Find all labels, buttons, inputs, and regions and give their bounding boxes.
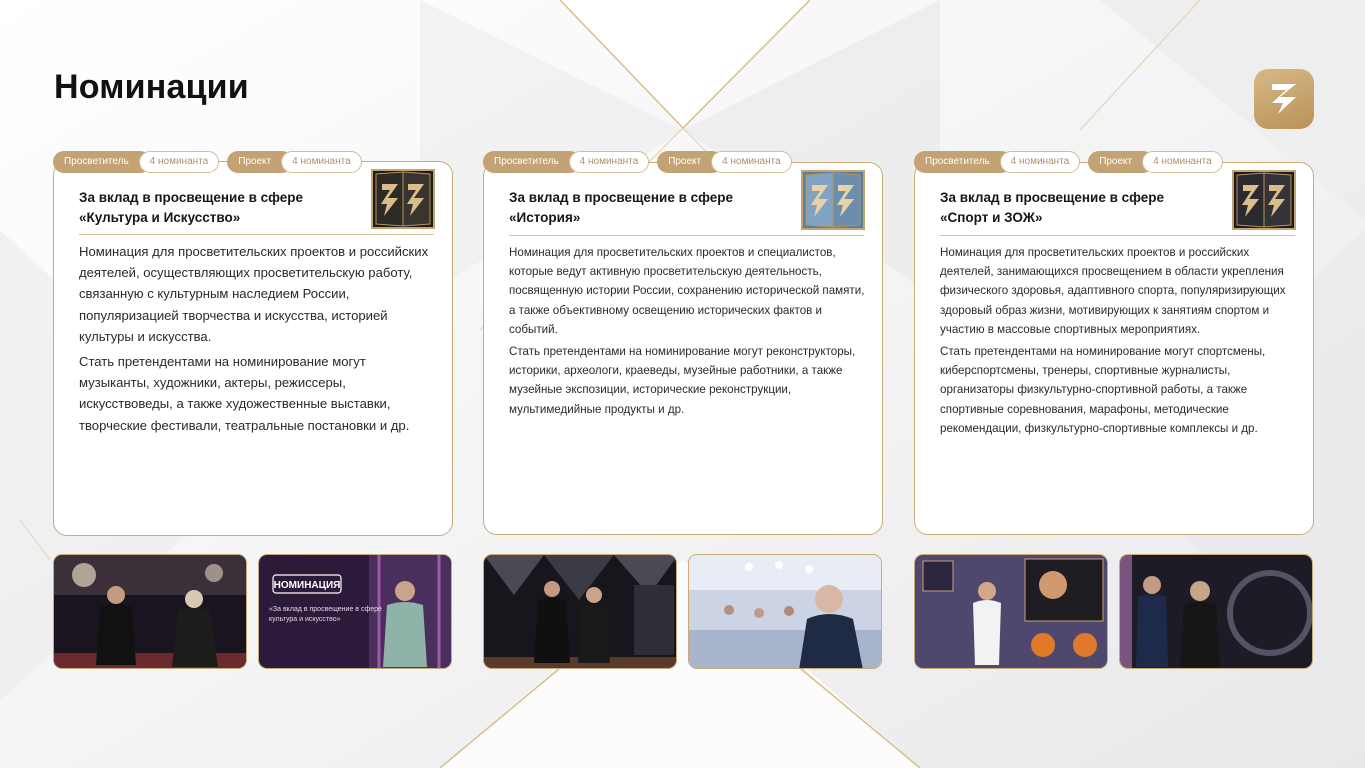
card-divider [79,234,434,235]
photo-caption: НОМИНАЦИЯ [273,580,341,591]
tag-educator [53,151,219,173]
tag-educator [914,151,1080,173]
card-title: За вклад в просвещение в сфере «История» [509,190,734,225]
tag-project [657,151,791,173]
nomination-card [914,162,1314,535]
photo-strip [914,554,1314,669]
eligibility-paragraph: Стать претендентами на номинирование могут музыканты, художники, актеры, режиссеры, искусствоведы, а также художественные выставки, творческие фестивали, театральные постановки и др. [79,354,410,433]
tag-role: Просветитель [53,151,151,173]
award-emblem-icon [800,169,866,231]
event-photo [1119,554,1313,669]
description-paragraph: Номинация для просветительских проектов и специалистов, которые ведут активную просветительскую деятельность, посвященную истории России, сохранению исторической памяти, а также объективному освещению исторических фактов и событий. [509,246,865,336]
event-photo [688,554,882,669]
eligibility-paragraph: Стать претендентами на номинирование могут реконструкторы, историки, археологи, краеведы, музейные работники, а также музейные экспозиции, исторические реконструкции, мультимедийные продукты и др. [509,345,856,416]
event-photo [258,554,452,669]
tag-role: Просветитель [483,151,581,173]
nominee-tags [483,151,800,173]
photo-subcaption-line2: культура и искусство» [269,616,341,623]
card-title: За вклад в просвещение в сфере «Культура и Искусство» [79,190,304,225]
event-photo [53,554,247,669]
event-photo [914,554,1108,669]
tag-role: Проект [227,151,293,173]
card-divider [509,235,864,236]
card-description [509,243,872,422]
tag-count: 4 номинанта [1142,151,1223,173]
tag-count: 4 номинанта [569,151,650,173]
nomination-card [483,162,883,535]
tag-count: 4 номинанта [281,151,362,173]
description-paragraph: Номинация для просветительских проектов и российских деятелей, осуществляющих просветительскую работу, связанную с культурным наследием России, популяризацией творчества и искусства, историей культуры и искусства. [79,244,429,344]
card-title: За вклад в просвещение в сфере «Спорт и ЗОЖ» [940,190,1165,225]
tag-project [227,151,361,173]
tag-count: 4 номинанта [711,151,792,173]
award-emblem-icon [370,168,436,230]
card-description [940,243,1303,441]
nominee-tags [914,151,1231,173]
tag-role: Проект [657,151,723,173]
nominee-tags [53,151,370,173]
eligibility-paragraph: Стать претендентами на номинирование могут спортсмены, киберспортсмены, тренеры, спортивные журналисты, организаторы физкультурно-спортивной работы, а также спортивные соревнования, марафоны, методические рекомендации, физкультурно-спортивные комплексы и др. [940,345,1266,435]
photo-subcaption-line1: «За вклад в просвещение в сфере [269,606,382,613]
card-description [79,241,436,440]
page-title: Номинации [54,68,249,106]
card-divider [940,235,1295,236]
nomination-card [53,161,453,536]
tag-role: Просветитель [914,151,1012,173]
tag-project [1088,151,1222,173]
tag-count: 4 номинанта [1000,151,1081,173]
z-logo-icon [1254,69,1314,129]
photo-strip [53,554,453,669]
award-emblem-icon [1231,169,1297,231]
photo-strip [483,554,883,669]
description-paragraph: Номинация для просветительских проектов и российских деятелей, занимающихся просвещением в области укрепления физического здоровья, адаптивного спорта, популяризирующих здоровый образ жизни, мотивирующих к занятиям спортом и участию в массовые спортивных мероприятиях. [940,246,1286,336]
tag-role: Проект [1088,151,1154,173]
tag-educator [483,151,649,173]
tag-count: 4 номинанта [139,151,220,173]
event-photo [483,554,677,669]
